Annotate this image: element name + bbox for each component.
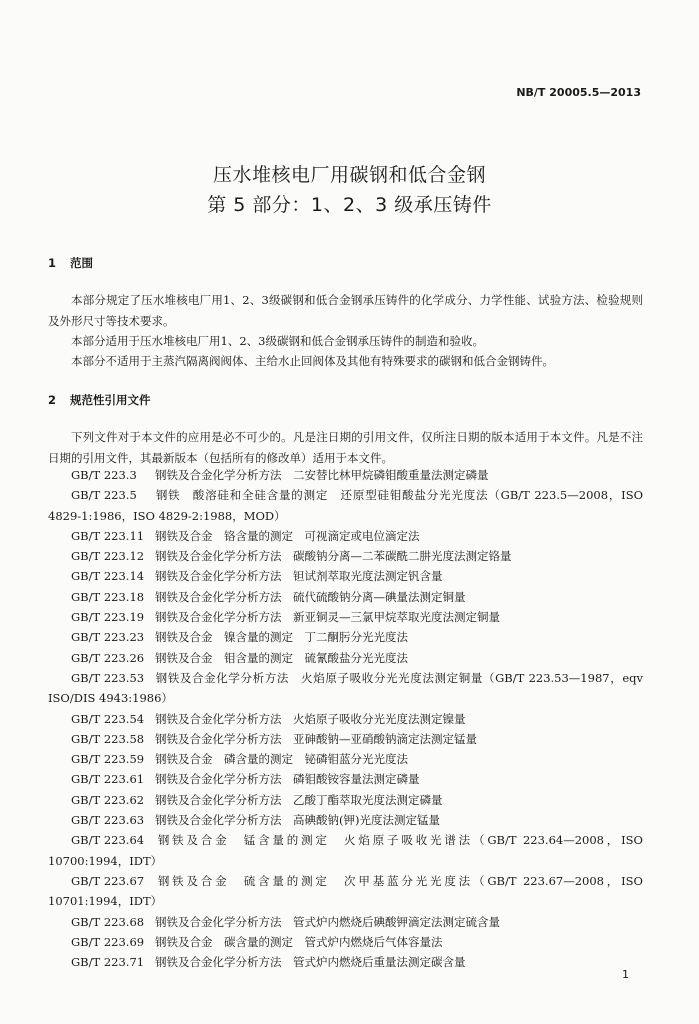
reference-code: GB/T 223.14 xyxy=(71,569,145,584)
reference-title: 钢铁及合金 锰含量的测定 火焰原子吸收光谱法（GB/T 223.64—2008，ISO 10700:1994，IDT） xyxy=(48,833,643,868)
reference-item xyxy=(48,587,643,607)
reference-code: GB/T 223.3 xyxy=(71,468,137,482)
reference-item xyxy=(48,729,643,749)
reference-code: GB/T 223.68 xyxy=(71,914,145,929)
reference-item xyxy=(48,648,643,668)
scope-paragraph-3: 本部分不适用于主蒸汽隔离阀阀体、主给水止回阀体及其他有特殊要求的碳钢和低合金钢铸件。 xyxy=(71,354,554,368)
reference-item xyxy=(48,465,643,485)
reference-title: 钢铁及合金化学分析方法 乙酸丁酯萃取光度法测定磷量 xyxy=(155,792,443,807)
reference-code: GB/T 223.64 xyxy=(71,833,145,848)
reference-item xyxy=(48,749,643,769)
reference-title: 钢铁及合金 钼含量的测定 硫氰酸盐分光光度法 xyxy=(155,650,408,665)
reference-code: GB/T 223.69 xyxy=(71,934,145,949)
reference-title: 钢铁及合金化学分析方法 火焰原子吸收分光光度法测定铜量（GB/T 223.53—1987，eqv ISO/DIS 4943:1986） xyxy=(48,670,643,706)
reference-code: GB/T 223.12 xyxy=(71,549,145,564)
reference-code: GB/T 223.18 xyxy=(71,589,145,604)
references-intro: 下列文件对于本文件的应用是必不可少的。凡是注日期的引用文件，仅所注日期的版本适用于本文件。凡是不注日期的引用文件，其最新版本（包括所有的修改单）适用于本文件。 xyxy=(48,430,643,465)
page-number: 1 xyxy=(622,968,629,981)
reference-item xyxy=(48,627,643,647)
reference-title: 钢铁及合金 镍含量的测定 丁二酮肟分光光度法 xyxy=(155,630,408,645)
scope-paragraph-2: 本部分适用于压水堆核电厂用1、2、3级碳钢和低合金钢承压铸件的制造和验收。 xyxy=(71,334,484,348)
reference-code: GB/T 223.58 xyxy=(71,731,145,746)
reference-title: 钢铁及合金化学分析方法 火焰原子吸收分光光度法测定镍量 xyxy=(155,711,466,726)
reference-item xyxy=(48,932,643,952)
reference-item xyxy=(48,810,643,830)
reference-list xyxy=(48,465,643,972)
reference-item xyxy=(48,668,643,709)
reference-code: GB/T 223.11 xyxy=(71,528,145,543)
reference-title: 钢铁及合金化学分析方法 磷钼酸铵容量法测定磷量 xyxy=(155,772,420,787)
reference-item xyxy=(48,526,643,546)
reference-code: GB/T 223.63 xyxy=(71,813,145,828)
reference-item xyxy=(48,485,643,526)
reference-item xyxy=(48,952,643,972)
reference-item xyxy=(48,566,643,586)
reference-code: GB/T 223.19 xyxy=(71,610,145,625)
reference-item xyxy=(48,830,643,871)
reference-title: 钢铁及合金化学分析方法 管式炉内燃烧后碘酸钾滴定法测定硫含量 xyxy=(155,914,500,929)
reference-title: 钢铁及合金化学分析方法 新亚铜灵—三氯甲烷萃取光度法测定铜量 xyxy=(155,610,500,625)
reference-item xyxy=(48,769,643,789)
reference-code: GB/T 223.62 xyxy=(71,792,145,807)
section-title: 范围 xyxy=(70,256,93,270)
reference-code: GB/T 223.67 xyxy=(71,873,145,888)
reference-title: 钢铁及合金化学分析方法 管式炉内燃烧后重量法测定碳含量 xyxy=(155,955,466,970)
reference-item xyxy=(48,912,643,932)
reference-item xyxy=(48,607,643,627)
reference-title: 钢铁及合金化学分析方法 二安替比林甲烷磷钼酸重量法测定磷量 xyxy=(155,468,489,482)
section-1-heading xyxy=(48,255,93,271)
reference-code: GB/T 223.23 xyxy=(71,630,145,645)
reference-code: GB/T 223.5 xyxy=(71,488,137,503)
reference-code: GB/T 223.54 xyxy=(71,711,145,726)
section-2-heading xyxy=(48,392,151,408)
standard-code: NB/T 20005.5—2013 xyxy=(516,86,641,99)
scope-paragraph-1: 本部分规定了压水堆核电厂用1、2、3级碳钢和低合金钢承压铸件的化学成分、力学性能、试验方法、检验规则及外形尺寸等技术要求。 xyxy=(48,293,643,328)
section-number: 1 xyxy=(48,256,57,270)
reference-item xyxy=(48,871,643,912)
reference-item xyxy=(48,546,643,566)
section-title: 规范性引用文件 xyxy=(70,393,151,407)
reference-title: 钢铁及合金化学分析方法 高碘酸钠(钾)光度法测定锰量 xyxy=(155,813,440,828)
reference-title: 钢铁及合金 硫含量的测定 次甲基蓝分光光度法（GB/T 223.67—2008，ISO 10701:1994，IDT） xyxy=(48,873,643,909)
reference-title: 钢铁及合金化学分析方法 亚砷酸钠—亚硝酸钠滴定法测定锰量 xyxy=(155,731,477,746)
reference-code: GB/T 223.61 xyxy=(71,772,145,787)
section-number: 2 xyxy=(48,393,57,407)
reference-title: 钢铁及合金化学分析方法 硫代硫酸钠分离—碘量法测定铜量 xyxy=(155,589,466,604)
reference-code: GB/T 223.26 xyxy=(71,650,145,665)
reference-title: 钢铁及合金 碳含量的测定 管式炉内燃烧后气体容量法 xyxy=(155,934,443,949)
document-title-line-2: 第 5 部分：1、2、3 级承压铸件 xyxy=(207,194,492,216)
reference-code: GB/T 223.71 xyxy=(71,955,145,970)
document-title-line-1: 压水堆核电厂用碳钢和低合金钢 xyxy=(212,164,486,186)
reference-title: 钢铁及合金 磷含量的测定 铋磷钼蓝分光光度法 xyxy=(155,752,408,767)
reference-title: 钢铁及合金化学分析方法 钽试剂萃取光度法测定钒含量 xyxy=(155,569,443,584)
reference-title: 钢铁及合金 铬含量的测定 可视滴定或电位滴定法 xyxy=(155,528,420,543)
reference-title: 钢铁及合金化学分析方法 碳酸钠分离—二苯碳酰二肼光度法测定铬量 xyxy=(155,549,512,564)
reference-title: 钢铁 酸溶硅和全硅含量的测定 还原型硅钼酸盐分光光度法（GB/T 223.5—2008，ISO 4829-1:1986，ISO 4829-2:1988，MOD） xyxy=(48,488,643,523)
reference-item xyxy=(48,709,643,729)
reference-code: GB/T 223.53 xyxy=(71,670,145,685)
reference-item xyxy=(48,790,643,810)
reference-code: GB/T 223.59 xyxy=(71,752,145,767)
